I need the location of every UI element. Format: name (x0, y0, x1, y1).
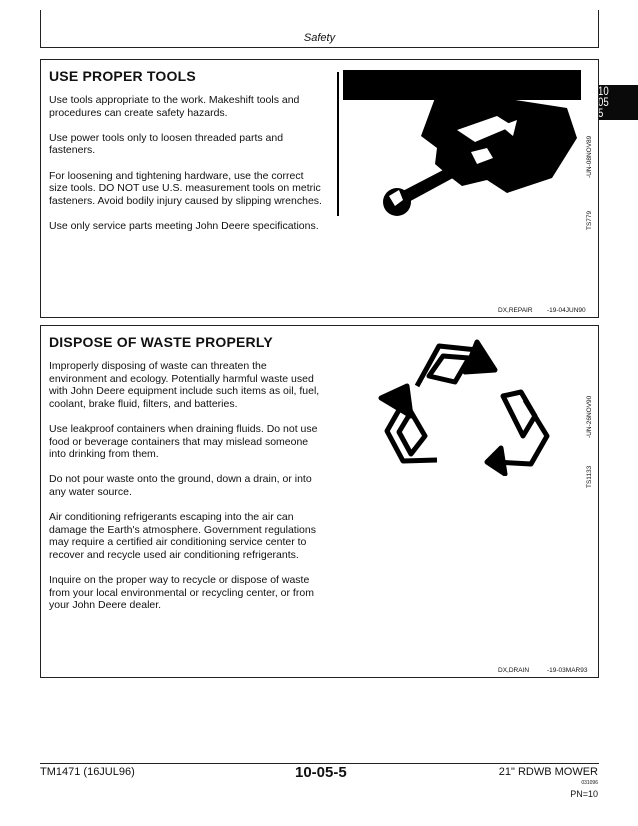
section-body (49, 360, 324, 624)
paragraph: Improperly disposing of waste can threaten the environment and ecology. Potentially harmful waste used with John Deere equipment include such items as oil, fuel, coolant, brake fluid, filters, and batteries. (49, 360, 320, 410)
paragraph: Use only service parts meeting John Deere specifications. (49, 219, 319, 232)
manual-number: TM1471 (16JUL96) (40, 766, 135, 778)
page-number: 10-05-5 (295, 764, 347, 781)
paragraph: Do not pour waste onto the ground, down a drain, or into any water source. (49, 473, 312, 498)
paragraph: Inquire on the proper way to recycle or dispose of waste from your local environmental or recycling center, or from your John Deere dealer. (49, 574, 314, 612)
pn-code: PN=10 (570, 789, 598, 799)
page-header (40, 10, 599, 48)
section-body (49, 94, 324, 245)
figure-code: TS1133 (586, 465, 593, 488)
reference-code: DX,DRAIN (498, 667, 530, 674)
print-date: 031096 (581, 780, 598, 786)
hand-wrench-illustration (337, 68, 582, 218)
reference-date: -19-03MAR93 (547, 667, 588, 674)
paragraph: Use tools appropriate to the work. Makeshift tools and procedures can create safety hazards. (49, 94, 300, 119)
section-tab-label: 10 05 5 (598, 84, 609, 120)
figure-date: -UN-26NOV90 (586, 395, 593, 438)
paragraph: Use leakproof containers when draining fluids. Do not use food or beverage containers that may mislead someone into drinking from them. (49, 422, 318, 461)
section-use-proper-tools (40, 59, 599, 318)
recycle-symbol-illustration (377, 336, 577, 476)
section-title: DISPOSE OF WASTE PROPERLY (49, 334, 273, 350)
reference-date: -19-04JUN90 (547, 307, 586, 314)
section-title: USE PROPER TOOLS (49, 68, 196, 84)
paragraph: Air conditioning refrigerants escaping into the air can damage the Earth's atmosphere. Government regulations may require a certified air conditioning service center to recover and recycle used air conditioning refrigerants. (49, 511, 316, 561)
paragraph: For loosening and tightening hardware, use the correct size tools. DO NOT use U.S. measurement tools on metric fasteners. Avoid bodily injury caused by slipping wrenches. (49, 169, 322, 207)
figure-code: TS779 (586, 210, 593, 230)
section-dispose-of-waste (40, 325, 599, 678)
figure-date: -UN-08NOV89 (586, 135, 593, 178)
product-name: 21" RDWB MOWER (498, 766, 598, 778)
paragraph: Use power tools only to loosen threaded parts and fasteners. (49, 131, 284, 157)
header-title: Safety (303, 32, 336, 44)
reference-code: DX,REPAIR (498, 307, 533, 314)
